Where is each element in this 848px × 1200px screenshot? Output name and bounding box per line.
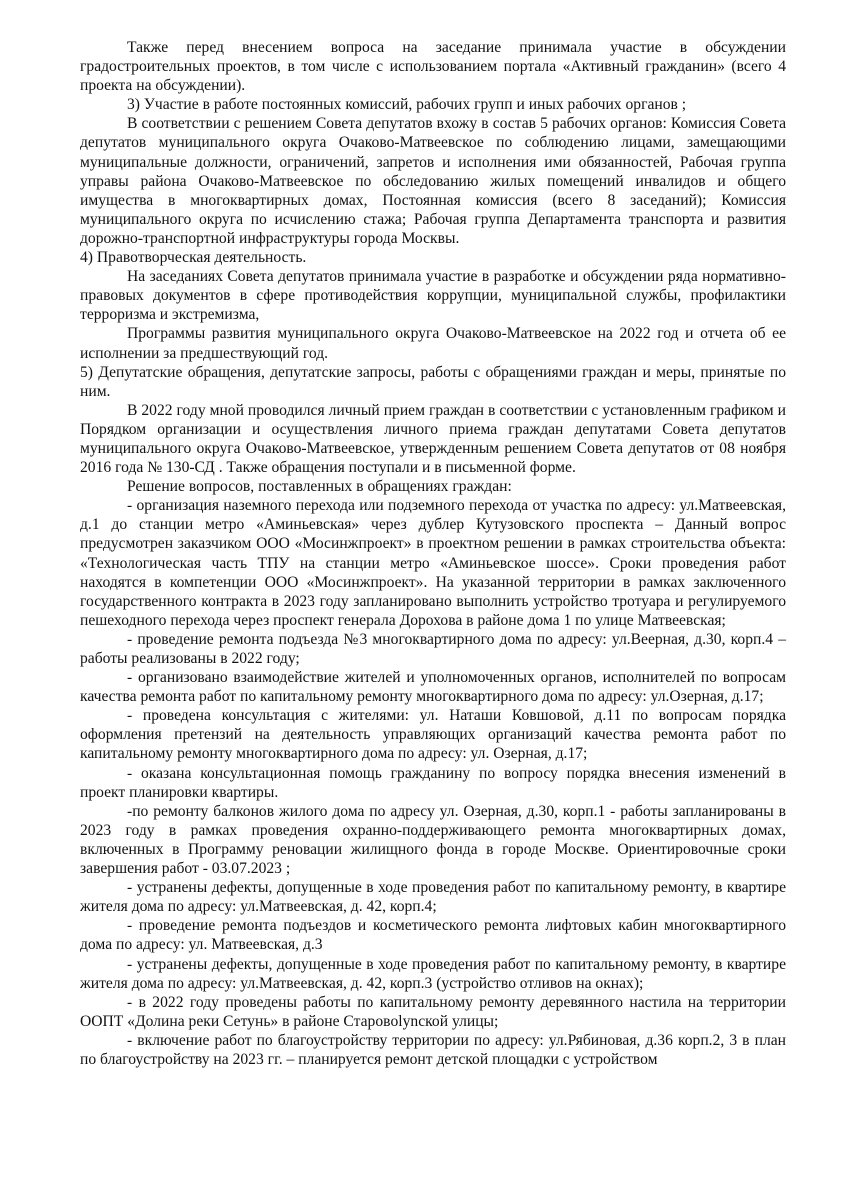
paragraph-working-bodies: В соответствии с решением Совета депутатов вхожу в состав 5 рабочих органов: Комиссия Совета депутатов муниципального округа Очаково-Матвеевское по соблюдению лицами, замещающими муниципальные должности, ограничений, запретов и исполнения ими обязанностей, Рабочая группа управы района Очаково-Матвеевское по обследованию жилых помещений инвалидов и общего имущества в многоквартирных домах, Постоянная комиссия (всего 8 заседаний); Комиссия муниципального округа по исчислению стажа; Рабочая группа Департамента транспорта и развития дорожно-транспортной инфраструктуры города Москвы. — [80, 115, 786, 247]
paragraph-section-3-heading: 3) Участие в работе постоянных комиссий, рабочих групп и иных рабочих органов ; — [127, 96, 687, 114]
list-item-boardwalk-repair: - в 2022 году проведены работы по капитальному ремонту деревянного настила на территории ООПТ «Долина реки Сетунь» в районе Старовolynской улицы; — [80, 993, 786, 1030]
list-item-interaction: - организовано взаимодействие жителей и уполномоченных органов, исполнителей по вопросам качества ремонта работ по капитальному ремонту многоквартирного дома по адресу: ул.Озерная, д.17; — [80, 669, 786, 706]
paragraph-resolution-intro: Решение вопросов, поставленных в обращениях граждан: — [127, 478, 512, 496]
paragraph-lawmaking: На заседаниях Совета депутатов принимала участие в разработке и обсуждении ряда нормативно-правовых документов в сфере противодействия коррупции, муниципальной службы, профилактики терроризма и экстремизма, — [80, 268, 786, 324]
list-item-defects-korp3: - устранены дефекты, допущенные в ходе проведения работ по капитальному ремонту, в квартире жителя дома по адресу: ул.Матвеевская, д. 42, корп.3 (устройство отливов на окнах); — [80, 955, 786, 992]
document-page — [80, 38, 786, 1069]
list-item-entrance-repair: - проведение ремонта подъезда №3 многоквартирного дома по адресу: ул.Веерная, д.30, корп.4 –работы реализованы в 2022 году; — [80, 630, 786, 667]
paragraph-section-4-heading: 4) Правотворческая деятельность. — [80, 249, 307, 267]
paragraph-personal-reception: В 2022 году мной проводился личный прием граждан в соответствии с установленным графиком и Порядком организации и осуществления личного приема граждан депутатами Совета депутатов муниципального округа Очаково-Матвеевское, утвержденным решением Совета депутатов от 08 ноября 2016 года № 130-СД . Также обращения поступали и в письменной форме. — [80, 401, 786, 477]
list-item-planning-help: - оказана консультационная помощь гражданину по вопросу порядка внесения изменений в проект планировки квартиры. — [80, 764, 786, 801]
list-item-consultation: - проведена консультация с жителями: ул. Наташи Ковшовой, д.11 по вопросам порядка оформления претензий на деятельность управляющих организаций качества ремонта работ по капитальному ремонту многоквартирного дома по адресу: ул. Озерная, д.17; — [80, 707, 786, 763]
list-item-landscaping: - включение работ по благоустройству территории по адресу: ул.Рябиновая, д.36 корп.2, 3 в план по благоустройству на 2023 гг. – планируется ремонт детской площадки с устройством — [80, 1031, 786, 1068]
list-item-crossing: - организация наземного перехода или подземного перехода от участка по адресу: ул.Матвеевская, д.1 до станции метро «Аминьевская» через дублер Кутузовского проспекта – Данный вопрос предусмотрен заказчиком ООО «Мосинжпроект» в проектном решении в рамках строительства объекта: «Технологическая часть ТПУ на станции метро «Аминьевское шоссе». Сроки проведения работ находятся в компетенции ООО «Мосинжпроект». На указанной территории в рамках заключенного государственного контракта в 2023 году запланировано выполнить устройство тротуара и регулируемого пешеходного перехода через проспект генерала Дорохова в районе дома 1 по улице Матвеевская; — [80, 497, 786, 629]
list-item-defects-korp4: - устранены дефекты, допущенные в ходе проведения работ по капитальному ремонту, в квартире жителя дома по адресу: ул.Матвеевская, д. 42, корп.4; — [80, 879, 786, 916]
list-item-balcony-repair: -по ремонту балконов жилого дома по адресу ул. Озерная, д.30, корп.1 - работы запланированы в 2023 году в рамках проведения охранно-поддерживающего ремонта многоквартирных домах, включенных в Программу реновации жилищного фонда в городе Москве. Ориентировочные сроки завершения работ - 03.07.2023 ; — [80, 802, 786, 878]
list-item-elevator-repair: - проведение ремонта подъездов и косметического ремонта лифтовых кабин многоквартирного дома по адресу: ул. Матвеевская, д.3 — [80, 917, 786, 954]
paragraph-development-program: Программы развития муниципального округа Очаково-Матвеевское на 2022 год и отчета об ее исполнении за предшествующий год. — [80, 325, 786, 362]
paragraph-portal-discussion: Также перед внесением вопроса на заседание принимала участие в обсуждении градостроительных проектов, в том числе с использованием портала «Активный гражданин» (всего 4 проекта на обсуждении). — [80, 39, 786, 95]
paragraph-section-5-heading: 5) Депутатские обращения, депутатские запросы, работы с обращениями граждан и меры, принятые по ним. — [80, 363, 786, 400]
